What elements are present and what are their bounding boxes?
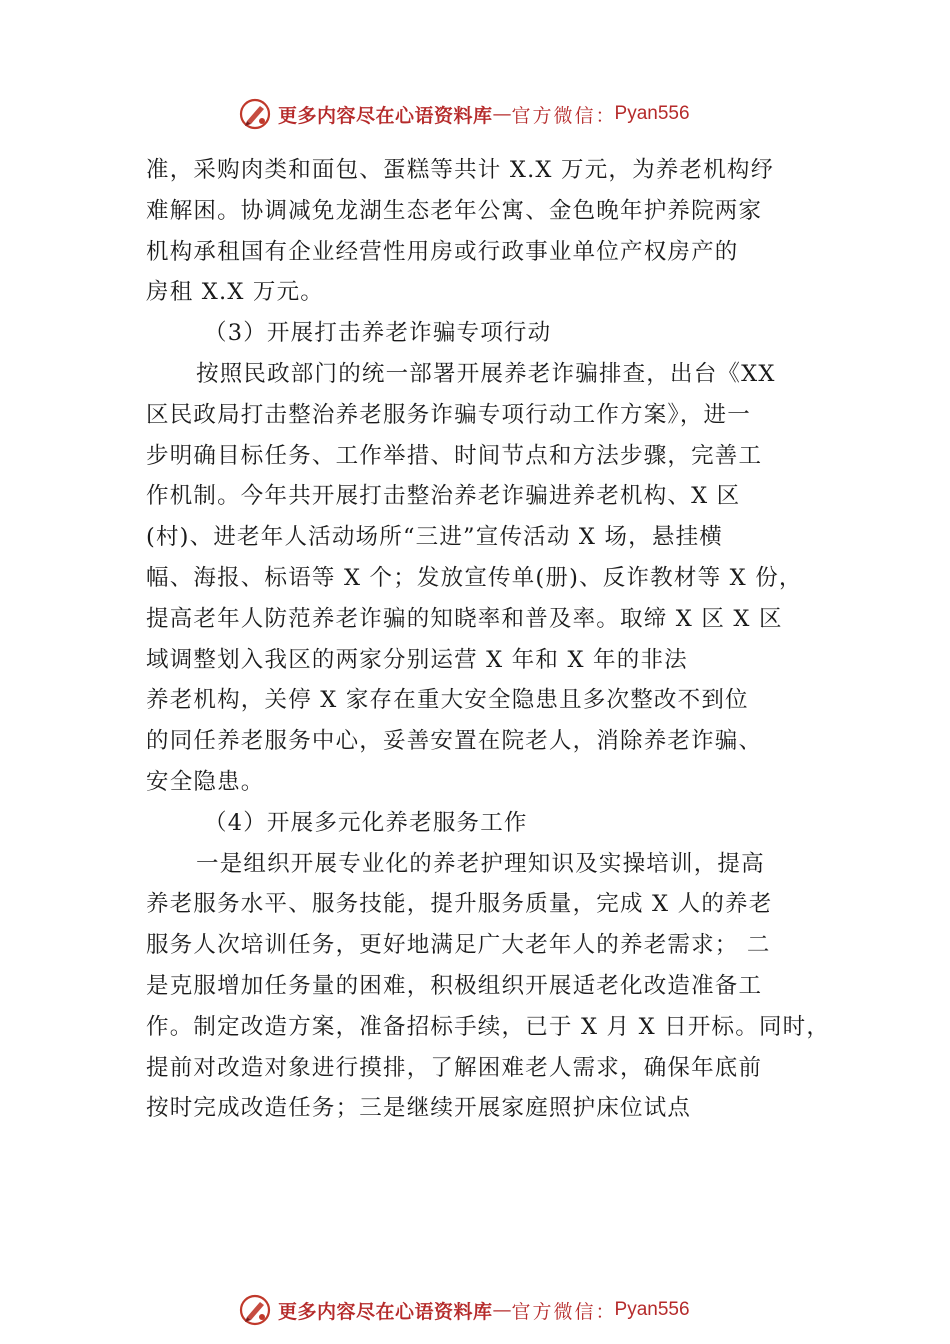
text-line: 区民政局打击整治养老服务诈骗专项行动工作方案》，进一	[146, 401, 751, 428]
text-line: 的同任养老服务中心，妥善安置在院老人，消除养老诈骗、	[146, 728, 763, 755]
section-heading-3: （3）开展打击养老诈骗专项行动	[204, 320, 552, 347]
text-line: (村)、进老年人活动场所“三进”宣传活动 X 场，悬挂横	[146, 524, 723, 551]
banner-separator: —	[492, 103, 512, 125]
text-line: 房租 X.X 万元。	[146, 279, 324, 306]
text-line: 按照民政部门的统一部署开展养老诈骗排查，出台《XX	[196, 360, 776, 387]
text-line: 步明确目标任务、工作举措、时间节点和方法步骤，完善工	[146, 442, 763, 469]
banner-separator: —	[492, 1299, 512, 1321]
banner-main-text: 更多内容尽在心语资料库	[278, 104, 493, 127]
footer-watermark-banner	[238, 1292, 758, 1328]
banner-wechat-id: Pyan556	[614, 1299, 690, 1320]
text-line: 服务人次培训任务，更好地满足广大老年人的养老需求； 二	[146, 932, 771, 959]
banner-wechat-id: Pyan556	[614, 103, 690, 124]
pen-logo-icon	[238, 1293, 272, 1327]
document-body	[146, 150, 846, 1129]
text-line: 养老服务水平、服务技能，提升服务质量，完成 X 人的养老	[146, 891, 773, 918]
text-line: 机构承租国有企业经营性用房或行政事业单位产权房产的	[146, 238, 739, 265]
banner-wechat-label: 官方微信	[511, 1300, 596, 1323]
text-line: 域调整划入我区的两家分别运营 X 年和 X 年的非法	[146, 646, 688, 673]
text-line: 按时完成改造任务；三是继续开展家庭照护床位试点	[146, 1095, 692, 1122]
text-line: 安全隐患。	[146, 768, 265, 795]
text-line: 作。制定改造方案，准备招标手续，已于 X 月 X 日开标。同时，	[146, 1013, 831, 1040]
pen-logo-icon	[238, 97, 272, 131]
text-line: 是克服增加任务量的困难，积极组织开展适老化改造准备工	[146, 972, 763, 999]
banner-wechat-label: 官方微信	[511, 104, 596, 127]
banner-colon: ：	[595, 104, 615, 127]
text-line: 养老机构，关停 X 家存在重大安全隐患且多次整改不到位	[146, 687, 749, 714]
text-line: 准，采购肉类和面包、蛋糕等共计 X.X 万元，为养老机构纾	[146, 157, 775, 183]
section-heading-4: （4）开展多元化养老服务工作	[204, 809, 528, 836]
header-watermark-banner	[238, 96, 758, 132]
text-line: 幅、海报、标语等 X 个；发放宣传单(册)、反诈教材等 X 份，	[146, 564, 803, 591]
text-line: 作机制。今年共开展打击整治养老诈骗进养老机构、X 区	[146, 483, 741, 510]
banner-main-text: 更多内容尽在心语资料库	[278, 1300, 493, 1323]
text-line: 提高老年人防范养老诈骗的知晓率和普及率。取缔 X 区 X 区	[146, 605, 783, 632]
text-line: 一是组织开展专业化的养老护理知识及实操培训，提高	[196, 850, 765, 877]
text-line: 提前对改造对象进行摸排，了解困难老人需求，确保年底前	[146, 1054, 763, 1081]
text-line: 难解困。协调减免龙湖生态老年公寓、金色晚年护养院两家	[146, 197, 763, 224]
banner-colon: ：	[595, 1300, 615, 1323]
